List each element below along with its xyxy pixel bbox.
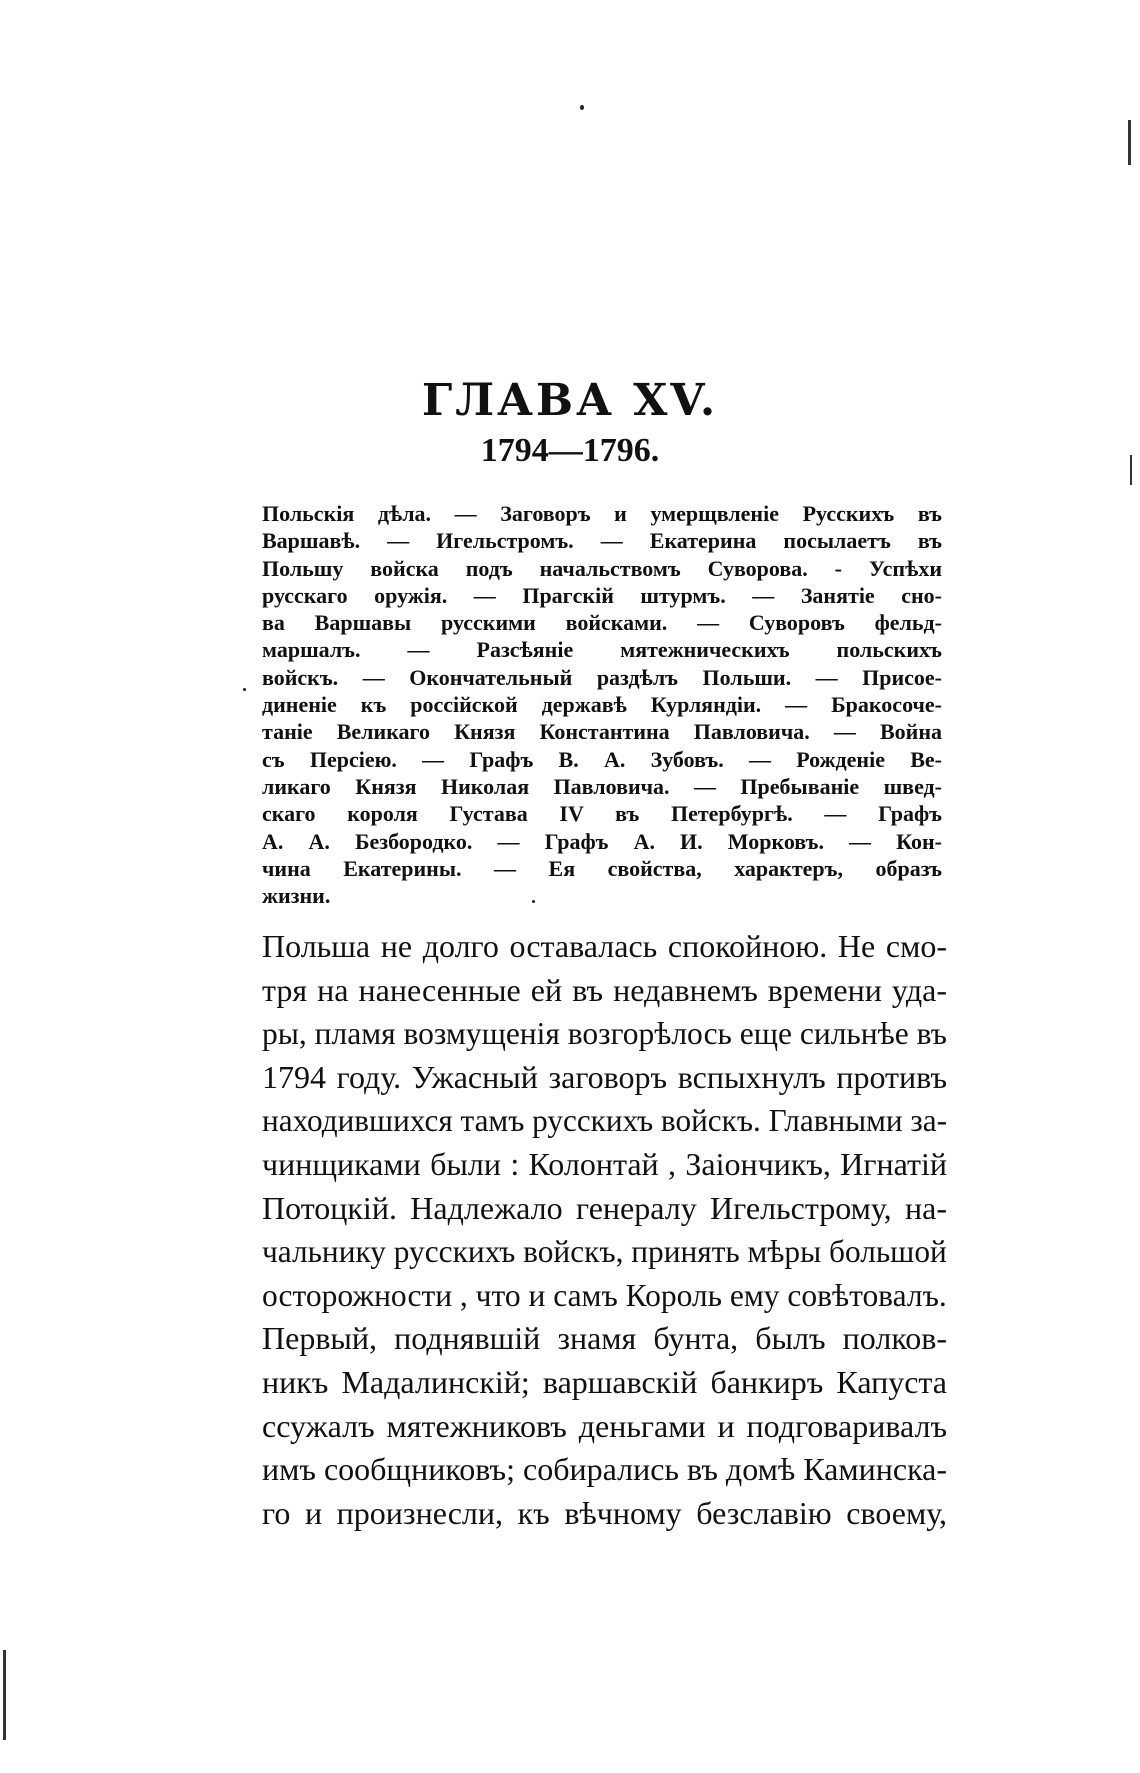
body-line: Польша не долго оставалась спокойною. Не смо- bbox=[262, 928, 947, 964]
body-text bbox=[262, 925, 947, 1535]
summary-line: таніе Великаго Князя Константина Павловича. — Война bbox=[262, 719, 942, 745]
body-line: тря на нанесенные ей въ недавнемъ времени уда- bbox=[262, 971, 947, 1008]
body-line: Потоцкій. Надлежало генералу Игельстрому, на- bbox=[262, 1189, 947, 1226]
summary-line: чина Екатерины. — Ея свойства, характеръ, образъ bbox=[262, 855, 942, 881]
chapter-years: 1794—1796. bbox=[480, 432, 660, 469]
summary-line: войскъ. — Окончательный раздѣлъ Польши. — Присое- bbox=[262, 664, 942, 690]
scan-edge-mark bbox=[3, 1650, 6, 1740]
summary-line: ликаго Князя Николая Павловича. — Пребываніе швед- bbox=[262, 773, 942, 799]
summary-line: диненіе къ россійской державѣ Курляндіи. — Бракосоче- bbox=[262, 692, 942, 718]
chapter-title: ГЛАВА XV. bbox=[421, 375, 719, 426]
scan-speck bbox=[243, 688, 246, 691]
summary-line: А. А. Безбородко. — Графъ А. И. Морковъ. — Кон- bbox=[262, 828, 942, 854]
body-line: имъ сообщниковъ; собирались въ домѣ Каминска- bbox=[262, 1451, 947, 1488]
chapter-summary bbox=[262, 500, 942, 909]
body-line: никъ Мадалинскій; варшавскій банкиръ Капуста bbox=[262, 1363, 947, 1400]
summary-line: съ Персіею. — Графъ В. А. Зубовъ. — Рожденіе Ве- bbox=[262, 746, 942, 772]
summary-line: Варшавѣ. — Игельстромъ. — Екатерина посылаетъ въ bbox=[262, 528, 942, 554]
body-line: находившихся тамъ русскихъ войскъ. Главными за- bbox=[262, 1102, 948, 1139]
body-line: чинщиками были : Колонтай , Заіончикъ, Игнатій bbox=[262, 1145, 947, 1182]
body-line: ссужалъ мятежниковъ деньгами и подговаривалъ bbox=[262, 1407, 947, 1444]
summary-line: Польшу войска подъ начальствомъ Суворова. - Успѣхи bbox=[262, 555, 942, 581]
summary-line: жизни. bbox=[262, 883, 331, 909]
body-line: осторожности , что и самъ Король ему совѣтовалъ. bbox=[262, 1276, 947, 1313]
body-line: го и произнесли, къ вѣчному безславію своему, bbox=[262, 1494, 947, 1531]
summary-line: Польскія дѣла. — Заговоръ и умерщвленіе Русскихъ въ bbox=[262, 501, 942, 526]
body-line: чальнику русскихъ войскъ, принять мѣры большой bbox=[262, 1233, 947, 1270]
body-line: Первый, поднявшій знамя бунта, былъ полков- bbox=[262, 1320, 947, 1357]
summary-line: русскаго оружія. — Прагскій штурмъ. — Занятіе сно- bbox=[262, 582, 942, 608]
body-line: 1794 году. Ужасный заговоръ вспыхнулъ противъ bbox=[262, 1058, 947, 1095]
scan-edge-mark bbox=[1128, 120, 1131, 165]
summary-line: скаго короля Густава IV въ Петербургѣ. — Графъ bbox=[262, 801, 942, 827]
scan-speck bbox=[580, 105, 584, 110]
summary-line: маршалъ. — Разсѣяніе мятежническихъ польскихъ bbox=[262, 637, 942, 663]
summary-line: ва Варшавы русскими войсками. — Суворовъ фельд- bbox=[262, 610, 942, 636]
body-line: ры, пламя возмущенія возгорѣлось еще сильнѣе въ bbox=[262, 1015, 947, 1052]
